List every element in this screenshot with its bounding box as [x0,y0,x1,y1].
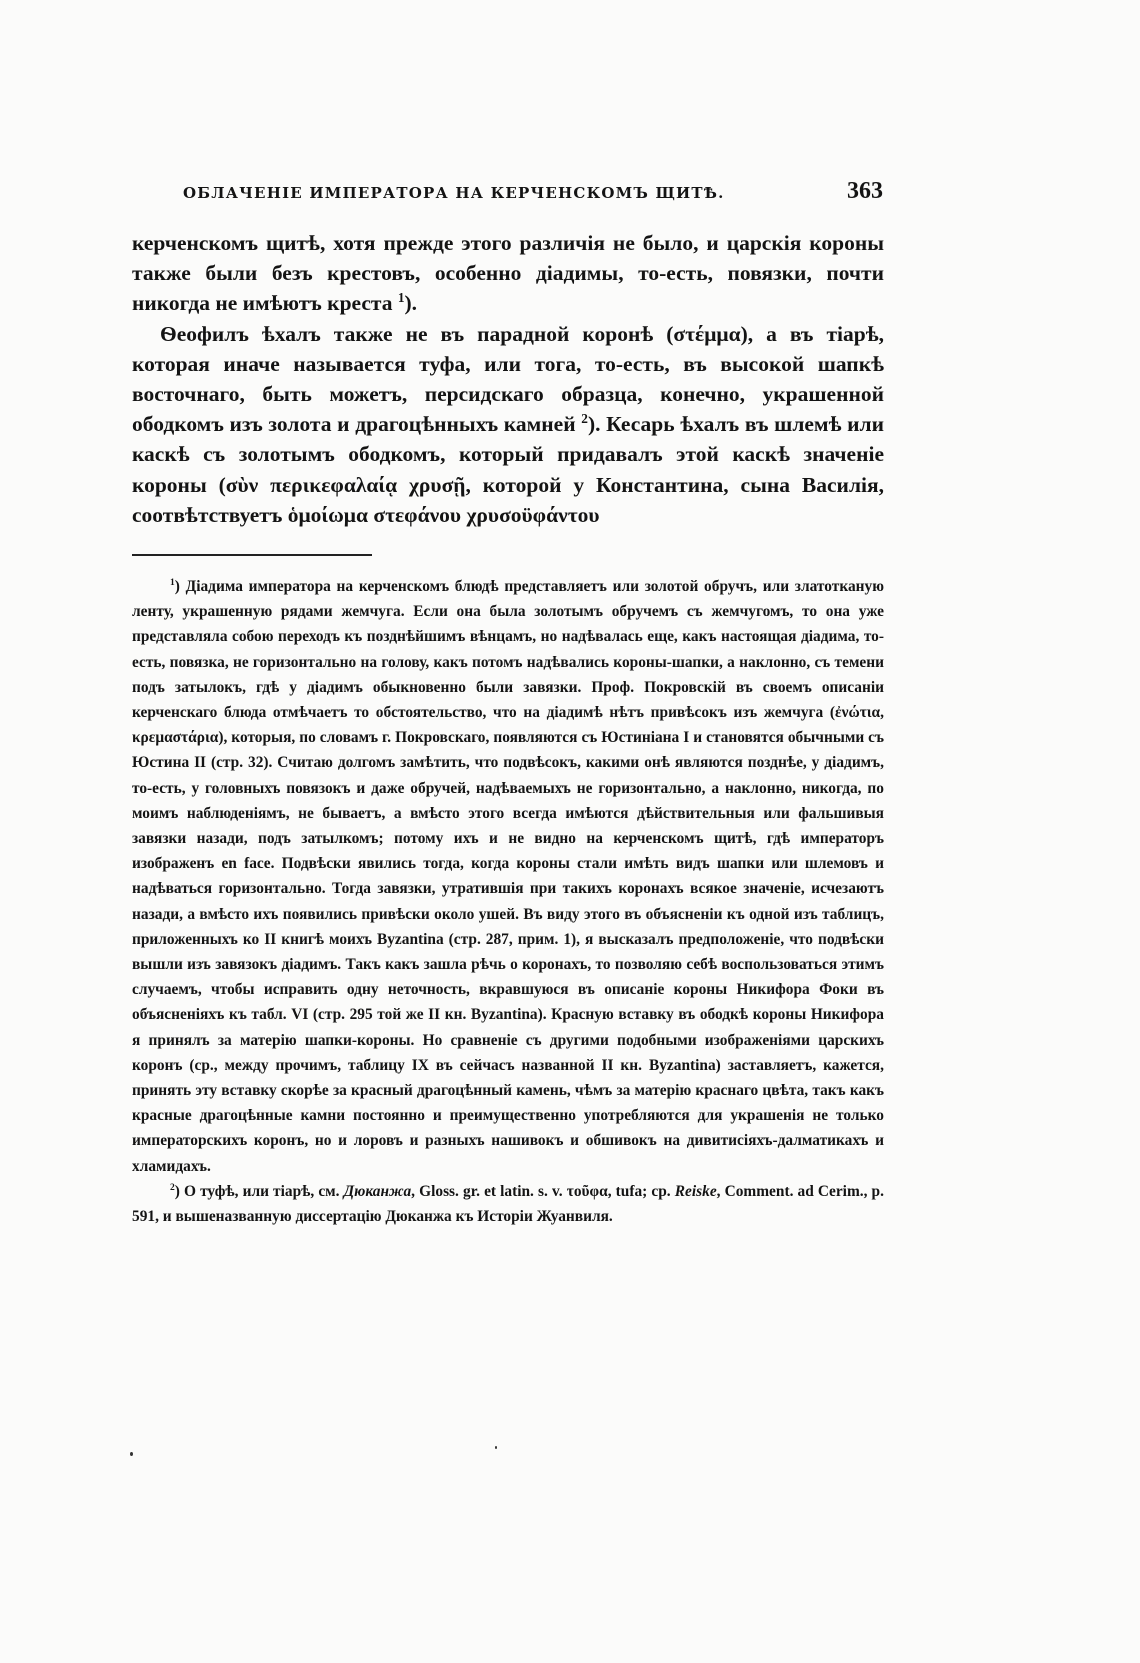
footnotes [132,574,884,1229]
footnote-2-text-c: , Comment. ad Cerim., p. 591, и вышеназванную диссертацію Дюканжа къ Исторіи Жуанвиля. [132,1182,884,1226]
footnote-ref-1: 1 [397,290,405,306]
print-speck [130,1452,133,1456]
page-number: 363 [847,178,883,204]
footnote-2-ducange: Дюканжа [343,1182,412,1200]
footnote-2-marker: 2 [170,1181,175,1193]
footnote-2 [132,1179,884,1229]
footnote-2-reiske: Reiske [674,1182,717,1200]
paragraph-1-text: керченскомъ щитѣ, хотя прежде этого различія не было, и царскія короны также были безъ крестовъ, особенно діадимы, то-есть, повязки, почти никогда не имѣютъ креста [132,231,884,316]
paragraph-2-text-b: ). Кесарь ѣхалъ въ шлемѣ или каскѣ съ золотымъ ободкомъ, который придавалъ этой каскѣ значеніе короны (σὺν περικεφαλαίᾳ χρυσῇ, которой у Константина, сына Василія, соотвѣтствуетъ ὁμοίωμα στεφάνου χρυσοϋφάντου [132,412,884,527]
footnote-ref-2: 2 [581,411,588,427]
paragraph-2 [132,319,884,530]
paragraph-1 [132,228,884,319]
footnote-2-text-a: ) О туфѣ, или тіарѣ, см. [174,1182,340,1200]
print-speck [495,1446,497,1449]
footnote-2-text-b: , Gloss. gr. et latin. s. v. τοῦφα, tufa; cp. [411,1182,671,1200]
paragraph-1-end: ). [404,291,418,316]
footnote-1-marker: 1 [170,576,175,588]
footnote-rule [132,554,372,556]
running-title: ОБЛАЧЕНІЕ ИМПЕРАТОРА НА КЕРЧЕНСКОМЪ ЩИТѢ. [183,184,725,202]
main-text [132,228,884,530]
paragraph-2-text-a: Ѳеофилъ ѣхалъ также не въ парадной коронѣ (στέμμα), а въ тіарѣ, которая иначе называется туфа, или тога, то-есть, въ высокой шапкѣ восточнаго, быть можетъ, персидскаго образца, конечно, украшенной ободкомъ изъ золота и драгоцѣнныхъ камней [132,321,884,437]
footnote-1 [132,574,884,1179]
footnote-1-text: ) Діадима императора на керченскомъ блюдѣ представляетъ или золотой обручъ, или златотканую ленту, украшенную рядами жемчуга. Если она была золотымъ обручемъ съ жемчугомъ, то она уже представляла собою переходъ къ позднѣйшимъ вѣнцамъ, но надѣвалась еще, какъ настоящая діадима, то-есть, повязка, не горизонтально на голову, какъ потомъ надѣвались короны-шапки, а наклонно, съ темени подъ затылокъ, гдѣ у діадимъ обыкновенно были завязки. Проф. Покровскій въ своемъ описаніи керченскаго блюда отмѣчаетъ то обстоятельство, что на діадимѣ нѣтъ привѣсокъ изъ жемчуга (ἐνώτια, κρεμαστάρια), которыя, по словамъ г. Покровскаго, появляются съ Юстиніана I и становятся обычными съ Юстина II (стр. 32). Считаю долгомъ замѣтить, что подвѣсокъ, какими онѣ являются позднѣе, у діадимъ, то-есть, у головныхъ повязокъ и даже обручей, надѣваемыхъ не горизонтально, а наклонно, никогда, по моимъ наблюденіямъ, не бываетъ, а вмѣсто этого всегда имѣются дѣйствительныя или фальшивыя завязки назади, подъ затылкомъ; потому ихъ и не видно на керченскомъ щитѣ, гдѣ императоръ изображенъ en face. Подвѣски явились тогда, когда короны стали имѣть видъ шапки или шлемовъ и надѣваться горизонтально. Тогда завязки, утратившія при такихъ коронахъ всякое значеніе, исчезаютъ назади, а вмѣсто ихъ появились привѣски около ушей. Въ виду этого въ объясненіи къ одной изъ таблицъ, приложенныхъ ко II книгѣ моихъ Byzantina (стр. 287, прим. 1), я высказалъ предположеніе, что подвѣски вышли изъ завязокъ діадимъ. Такъ какъ зашла рѣчь о коронахъ, то позволяю себѣ воспользоваться этимъ случаемъ, чтобы исправить одну неточность, вкравшуюся въ описаніе короны Никифора Фоки въ объясненіяхъ къ табл. VI (стр. 295 той же II кн. Byzantina). Красную вставку въ ободкѣ короны Никифора я принялъ за матерію шапки-короны. Но сравненіе съ другими подобными изображеніями царскихъ коронъ (ср., между прочимъ, таблицу IX въ сейчасъ названной II кн. Byzantina) заставляетъ, кажется, принять эту вставку скорѣе за красный драгоцѣнный камень, чѣмъ за матерію краснаго цвѣта, такъ какъ красные драгоцѣнные камни постоянно и преимущественно употребляются для украшенія не только императорскихъ коронъ, но и лоровъ и разныхъ нашивокъ и обшивокъ на дивитисіяхъ-далматикахъ и хламидахъ. [132,578,884,1175]
page-header [183,178,883,212]
